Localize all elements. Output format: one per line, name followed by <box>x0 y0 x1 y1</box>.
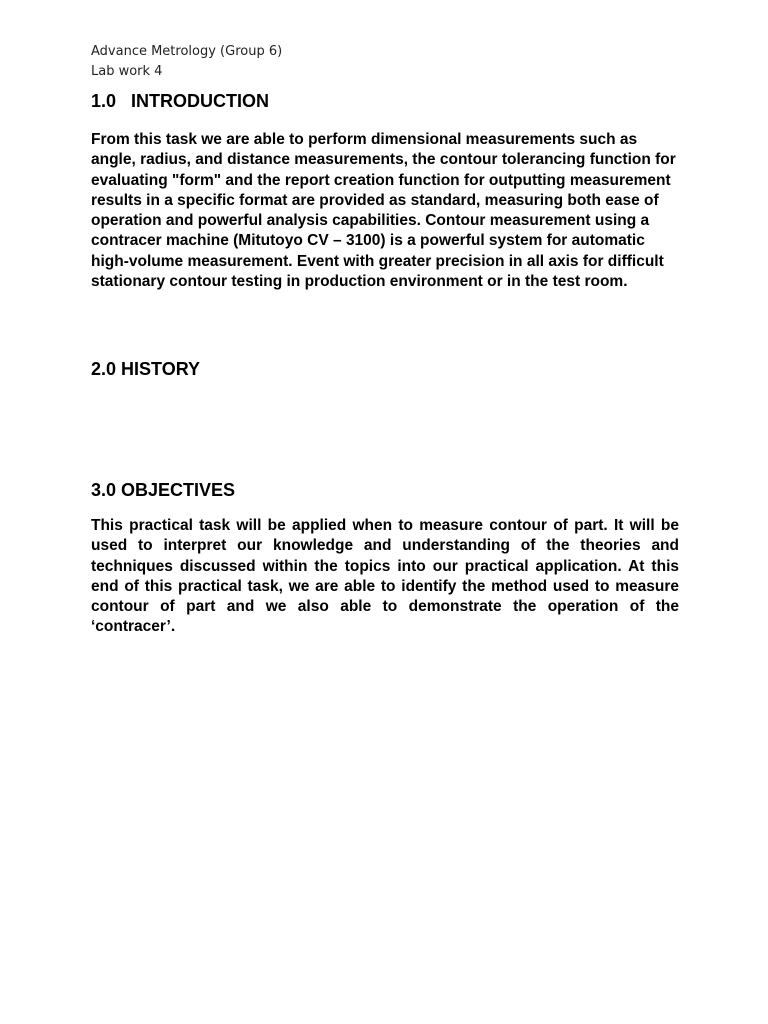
history-heading: 2.0 HISTORY <box>91 359 201 379</box>
document-header <box>91 42 282 82</box>
introduction-paragraph: From this task we are able to perform dimensional measurements such as angle, radius, and distance measurements, the contour tolerancing function for evaluating "form" and the report creation function for outputting measurement results in a specific format are provided as standard, measuring both ease of operation and powerful analysis capabilities. Contour measurement using a contracer machine (Mitutoyo CV – 3100) is a powerful system for automatic high-volume measurement. Event with greater precision in all axis for difficult stationary contour testing in production environment or in the test room. <box>91 131 676 291</box>
objectives-heading: 3.0 OBJECTIVES <box>91 480 236 500</box>
header-course-line: Advance Metrology (Group 6) <box>91 44 283 59</box>
introduction-heading: 1.0 INTRODUCTION <box>91 91 270 111</box>
header-labwork-line: Lab work 4 <box>91 64 163 79</box>
objectives-paragraph: This practical task will be applied when to measure contour of part. It will be used to interpret our knowledge and understanding of the theories and techniques discussed within the topics into our practical application. At this end of this practical task, we are able to identify the method used to measure contour of part and we also able to demonstrate the operation of the ‘contracer’. <box>91 517 679 636</box>
